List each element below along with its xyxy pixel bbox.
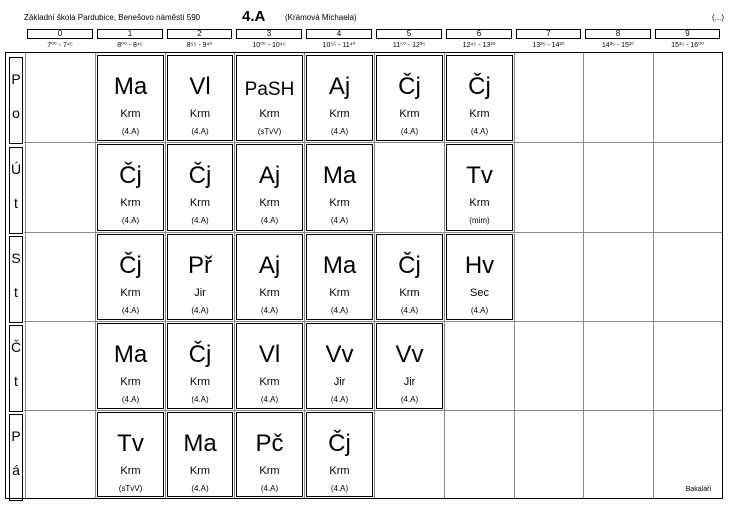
lesson-subject: Čj	[119, 162, 142, 189]
period-number: 5	[376, 29, 442, 39]
lesson-teacher: Jir	[333, 376, 346, 388]
lesson-subject: Př	[188, 252, 212, 279]
day-letter: t	[14, 195, 18, 211]
lesson-group: (sTvV)	[257, 127, 282, 136]
lesson-cell[interactable]	[236, 412, 303, 497]
grid-column-line	[514, 53, 515, 498]
day-letter: P	[11, 71, 21, 87]
lesson-cell[interactable]	[97, 323, 164, 409]
lesson-cell[interactable]	[446, 55, 513, 141]
grid-column-line	[165, 53, 166, 498]
lesson-group: (4.A)	[400, 306, 419, 315]
lesson-cell[interactable]	[97, 234, 164, 320]
lesson-teacher: Krm	[259, 197, 280, 209]
lesson-cell[interactable]	[97, 55, 164, 141]
lesson-subject: Čj	[188, 162, 212, 189]
lesson-subject: Vl	[258, 341, 281, 368]
lesson-group: (4.A)	[400, 395, 419, 404]
lesson-teacher: Sec	[470, 287, 489, 299]
lesson-teacher: Krm	[120, 376, 141, 388]
lesson-cell[interactable]	[376, 55, 443, 141]
lesson-group: (4.A)	[330, 216, 349, 225]
lesson-teacher: Krm	[329, 108, 350, 120]
period-time: 12⁴⁵ - 13³⁰	[462, 42, 496, 49]
lesson-subject: Čj	[328, 430, 351, 457]
lesson-cell[interactable]	[236, 144, 303, 231]
lesson-subject: Ma	[322, 162, 357, 189]
lesson-teacher: Krm	[469, 197, 490, 209]
more-indicator: (...)	[712, 13, 724, 22]
period-number: 9	[655, 29, 720, 39]
grid-row-line	[24, 321, 722, 322]
lesson-group: (4.A)	[330, 127, 349, 136]
lesson-cell[interactable]	[446, 234, 513, 320]
grid-column-line	[234, 53, 235, 498]
lesson-teacher: Krm	[189, 197, 211, 209]
lesson-teacher: Krm	[259, 376, 280, 388]
lesson-group: (4.A)	[191, 216, 209, 225]
footer-brand: Bakaláři	[685, 486, 711, 493]
lesson-teacher: Krm	[329, 197, 350, 209]
lesson-teacher: Krm	[120, 465, 141, 477]
lesson-cell[interactable]	[446, 144, 513, 231]
lesson-group: (4.A)	[260, 484, 279, 493]
period-time: 11⁵⁰ - 12³⁵	[392, 42, 426, 49]
period-number: 2	[167, 29, 232, 39]
lesson-subject: Ma	[322, 252, 357, 279]
lesson-subject: Ma	[113, 341, 148, 368]
lesson-group: (4.A)	[191, 306, 209, 315]
lesson-teacher: Krm	[469, 108, 490, 120]
grid-column-line	[95, 53, 96, 498]
lesson-cell[interactable]	[376, 323, 443, 409]
lesson-cell[interactable]	[167, 323, 233, 409]
lesson-group: (4.A)	[330, 395, 349, 404]
lesson-subject: Čj	[119, 252, 142, 279]
lesson-teacher: Krm	[399, 287, 420, 299]
lesson-teacher: Krm	[120, 108, 141, 120]
period-number: 8	[585, 29, 651, 39]
lesson-subject: Vl	[189, 73, 211, 100]
lesson-group: (4.A)	[470, 306, 489, 315]
day-letter: á	[12, 462, 20, 478]
period-time: 15¹⁵ - 16⁰⁰	[671, 42, 704, 49]
period-time: 13³⁵ - 14²⁰	[532, 42, 565, 49]
grid-column-line	[25, 53, 26, 498]
period-number: 0	[27, 29, 93, 39]
lesson-group: (4.A)	[260, 216, 279, 225]
timetable-header	[24, 10, 724, 28]
period-number: 7	[516, 29, 581, 39]
lesson-group: (4.A)	[260, 306, 279, 315]
lesson-group: (4.A)	[121, 395, 140, 404]
lesson-teacher: Krm	[189, 465, 211, 477]
lesson-cell[interactable]	[167, 412, 233, 497]
lesson-group: (4.A)	[191, 484, 209, 493]
lesson-teacher: Krm	[259, 465, 280, 477]
lesson-subject: Aj	[258, 162, 281, 189]
lesson-teacher: Krm	[189, 376, 211, 388]
lesson-group: (4.A)	[191, 127, 209, 136]
grid-column-line	[304, 53, 305, 498]
lesson-subject: Aj	[258, 252, 281, 279]
lesson-cell[interactable]	[236, 323, 303, 409]
lesson-teacher: Krm	[120, 197, 141, 209]
lesson-teacher: Krm	[120, 287, 141, 299]
day-letter: o	[12, 105, 20, 121]
lesson-group: (4.A)	[191, 395, 209, 404]
period-number: 3	[236, 29, 302, 39]
lesson-cell[interactable]	[236, 234, 303, 320]
day-letter: S	[11, 250, 21, 266]
lesson-subject: Čj	[468, 73, 491, 100]
lesson-group: (4.A)	[121, 127, 140, 136]
lesson-group: (4.A)	[470, 127, 489, 136]
school-name: Základní škola Pardubice, Benešovo náměstí 590	[24, 13, 201, 22]
lesson-group: (4.A)	[121, 216, 140, 225]
period-time: 10⁵⁵ - 11⁴⁰	[322, 42, 356, 49]
lesson-subject: Vv	[395, 341, 424, 368]
lesson-subject: Ma	[183, 430, 217, 457]
class-name: 4.A	[242, 8, 266, 25]
lesson-group: (sTvV)	[118, 484, 143, 493]
grid-row-line	[24, 142, 722, 143]
lesson-subject: Tv	[117, 430, 144, 457]
lesson-cell[interactable]	[167, 55, 233, 141]
lesson-cell[interactable]	[376, 234, 443, 320]
day-letter: Ú	[10, 161, 22, 177]
grid-row-line	[24, 232, 722, 233]
lesson-group: (4.A)	[121, 306, 140, 315]
lesson-cell[interactable]	[306, 412, 373, 497]
grid-row-line	[24, 410, 722, 411]
lesson-teacher: Krm	[189, 108, 211, 120]
lesson-group: (4.A)	[260, 395, 279, 404]
lesson-cell[interactable]	[306, 234, 373, 320]
period-number: 1	[97, 29, 163, 39]
period-time: 14²⁵ - 15¹⁰	[601, 42, 635, 49]
grid-column-line	[583, 53, 584, 498]
lesson-teacher: Krm	[329, 287, 350, 299]
lesson-subject: Čj	[398, 73, 421, 100]
grid-column-line	[374, 53, 375, 498]
lesson-teacher: Krm	[259, 108, 280, 120]
lesson-teacher: Krm	[329, 465, 350, 477]
period-number: 6	[446, 29, 512, 39]
lesson-group: (4.A)	[330, 484, 349, 493]
lesson-group: (mim)	[469, 216, 490, 225]
lesson-subject: Aj	[328, 73, 351, 100]
day-letter: t	[14, 284, 18, 300]
day-letter: Č	[10, 339, 22, 355]
lesson-teacher: Jir	[194, 287, 206, 299]
day-letter: P	[11, 428, 21, 444]
period-number: 4	[306, 29, 372, 39]
period-time: 7⁰⁰ - 7⁴⁵	[47, 42, 73, 49]
lesson-subject: Čj	[398, 252, 421, 279]
lesson-teacher: Krm	[259, 287, 280, 299]
lesson-subject: Tv	[466, 162, 493, 189]
lesson-cell[interactable]	[306, 144, 373, 231]
lesson-group: (4.A)	[330, 306, 349, 315]
lesson-subject: Vv	[325, 341, 354, 368]
lesson-cell[interactable]	[167, 234, 233, 320]
lesson-subject: Čj	[188, 341, 212, 368]
lesson-subject: PaSH	[244, 79, 295, 100]
period-time: 8⁵⁵ - 9⁴⁰	[186, 42, 213, 49]
day-letter: t	[14, 373, 18, 389]
lesson-subject: Pč	[255, 430, 284, 457]
lesson-cell[interactable]	[306, 55, 373, 141]
lesson-group: (4.A)	[400, 127, 419, 136]
lesson-subject: Hv	[464, 252, 495, 279]
grid-column-line	[444, 53, 445, 498]
lesson-cell[interactable]	[97, 412, 164, 497]
lesson-cell[interactable]	[167, 144, 233, 231]
class-teacher: (Krámová Michaela)	[285, 13, 357, 22]
lesson-teacher: Jir	[403, 376, 416, 388]
lesson-cell[interactable]	[236, 55, 303, 141]
lesson-teacher: Krm	[399, 108, 420, 120]
lesson-cell[interactable]	[97, 144, 164, 231]
period-time: 10⁰⁰ - 10⁴⁵	[252, 42, 286, 49]
period-time: 8⁰⁰ - 8⁴⁵	[117, 42, 143, 49]
grid-column-line	[653, 53, 654, 498]
lesson-subject: Ma	[113, 73, 148, 100]
lesson-cell[interactable]	[306, 323, 373, 409]
